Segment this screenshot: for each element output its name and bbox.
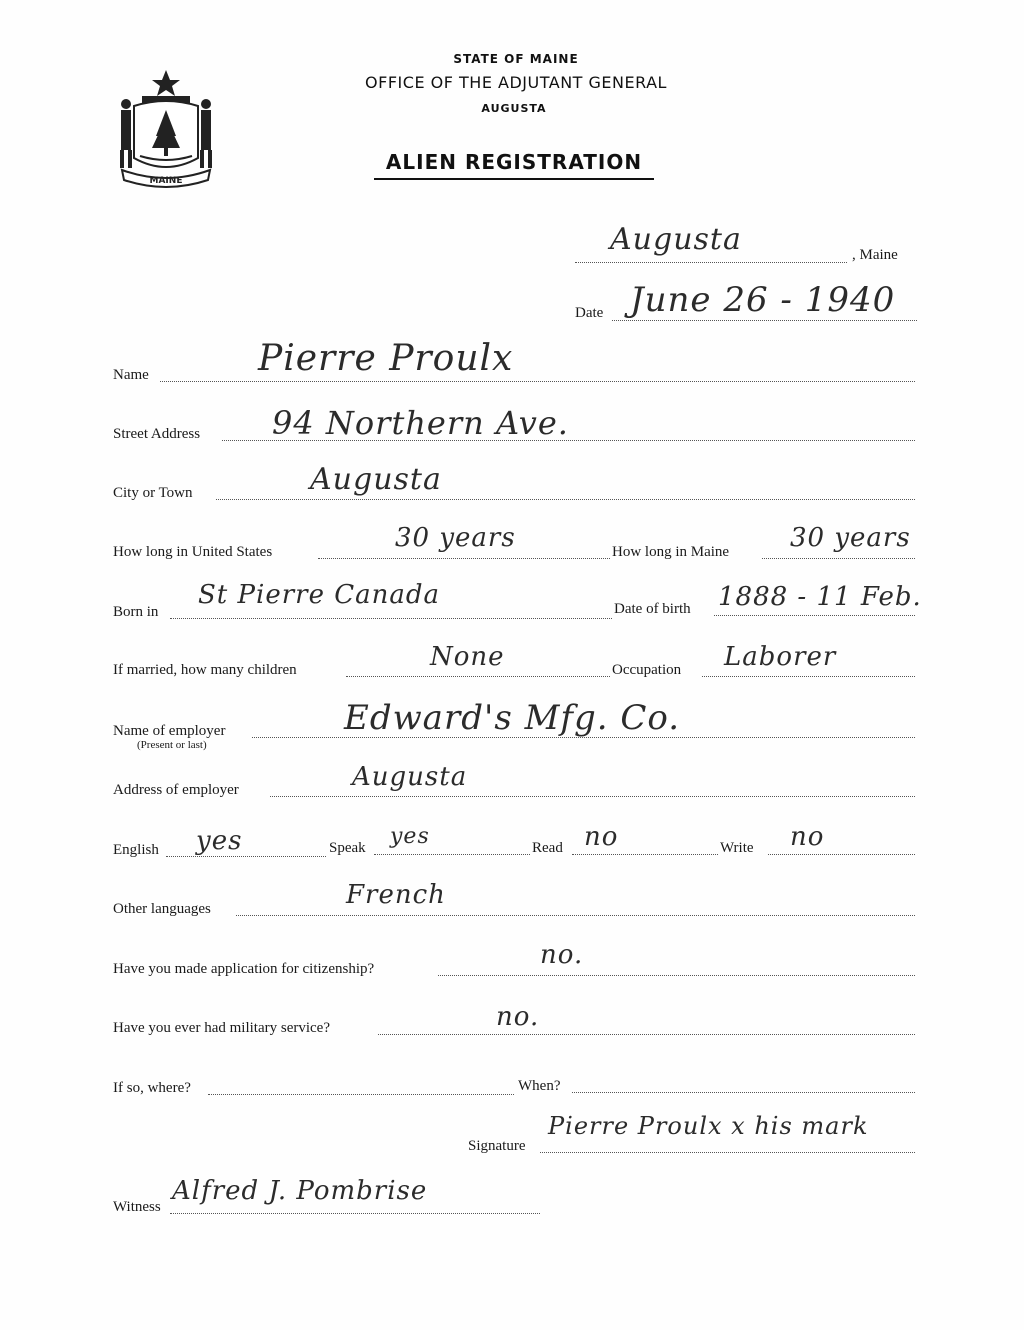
born-in-label: Born in: [113, 604, 159, 620]
employer-sublabel: (Present or last): [137, 739, 207, 751]
how-long-us-line: [318, 558, 610, 559]
street-address-label: Street Address: [113, 426, 201, 442]
write-line: [768, 854, 915, 855]
place-suffix: , Maine: [852, 247, 898, 263]
city-town-value[interactable]: Augusta: [310, 462, 442, 497]
signature-label: Signature: [468, 1138, 526, 1154]
citizenship-label: Have you made application for citizenship?: [113, 961, 375, 977]
how-long-us-value[interactable]: 30 years: [395, 523, 516, 553]
how-long-us-label: How long in United States: [113, 544, 273, 560]
speak-line: [374, 854, 530, 855]
witness-value[interactable]: Alfred J. Pombrise: [172, 1176, 428, 1206]
street-address-value[interactable]: 94 Northern Ave.: [272, 404, 569, 442]
place-line: [575, 262, 847, 263]
date-of-birth-line: [714, 615, 915, 616]
witness-label: Witness: [113, 1199, 161, 1215]
date-label: Date: [575, 305, 604, 321]
children-value[interactable]: None: [430, 642, 505, 672]
military-line: [378, 1034, 915, 1035]
signature-value[interactable]: Pierre Proulx x his mark: [548, 1112, 869, 1140]
if-so-where-label: If so, where?: [113, 1080, 191, 1096]
if-so-where-line: [208, 1094, 514, 1095]
svg-text:MAINE: MAINE: [149, 176, 183, 186]
signature-line: [540, 1152, 915, 1153]
when-line: [572, 1092, 915, 1093]
military-label: Have you ever had military service?: [113, 1020, 330, 1036]
employer-address-label: Address of employer: [113, 782, 239, 798]
other-languages-value[interactable]: French: [346, 880, 446, 910]
date-of-birth-label: Date of birth: [614, 601, 691, 617]
children-line: [346, 676, 610, 677]
employer-value[interactable]: Edward's Mfg. Co.: [344, 698, 681, 738]
form-title: ALIEN REGISTRATION: [374, 150, 654, 180]
city-town-line: [216, 499, 915, 500]
how-long-maine-value[interactable]: 30 years: [790, 523, 911, 553]
employer-label: Name of employer: [113, 723, 226, 739]
born-in-line: [170, 618, 612, 619]
when-label: When?: [518, 1078, 561, 1094]
english-value[interactable]: yes: [196, 826, 243, 856]
date-of-birth-value[interactable]: 1888 - 11 Feb.: [718, 582, 922, 612]
speak-label: Speak: [329, 840, 366, 856]
how-long-maine-label: How long in Maine: [612, 544, 730, 560]
place-value[interactable]: Augusta: [610, 222, 742, 257]
city-heading: AUGUSTA: [481, 102, 547, 115]
citizenship-line: [438, 975, 915, 976]
state-heading: STATE OF MAINE: [453, 52, 579, 66]
witness-line: [170, 1213, 540, 1214]
city-town-label: City or Town: [113, 485, 193, 501]
read-line: [572, 854, 718, 855]
employer-address-line: [270, 796, 915, 797]
employer-address-value[interactable]: Augusta: [352, 762, 468, 792]
write-value[interactable]: no: [790, 822, 825, 852]
name-line: [160, 381, 915, 382]
english-label: English: [113, 842, 159, 858]
name-label: Name: [113, 367, 149, 383]
english-line: [166, 856, 326, 857]
other-languages-line: [236, 915, 915, 916]
citizenship-value[interactable]: no.: [540, 940, 584, 970]
occupation-line: [702, 676, 915, 677]
born-in-value[interactable]: St Pierre Canada: [198, 580, 441, 610]
date-line: [612, 320, 917, 321]
read-value[interactable]: no: [584, 822, 619, 852]
how-long-maine-line: [762, 558, 915, 559]
other-languages-label: Other languages: [113, 901, 211, 917]
office-heading: OFFICE OF THE ADJUTANT GENERAL: [365, 73, 667, 92]
occupation-value[interactable]: Laborer: [724, 642, 837, 672]
children-label: If married, how many children: [113, 662, 297, 678]
name-value[interactable]: Pierre Proulx: [258, 338, 514, 379]
read-label: Read: [532, 840, 563, 856]
date-value[interactable]: June 26 - 1940: [630, 280, 896, 320]
write-label: Write: [720, 840, 754, 856]
military-value[interactable]: no.: [496, 1002, 540, 1032]
occupation-label: Occupation: [612, 662, 682, 678]
speak-value[interactable]: yes: [390, 824, 430, 849]
